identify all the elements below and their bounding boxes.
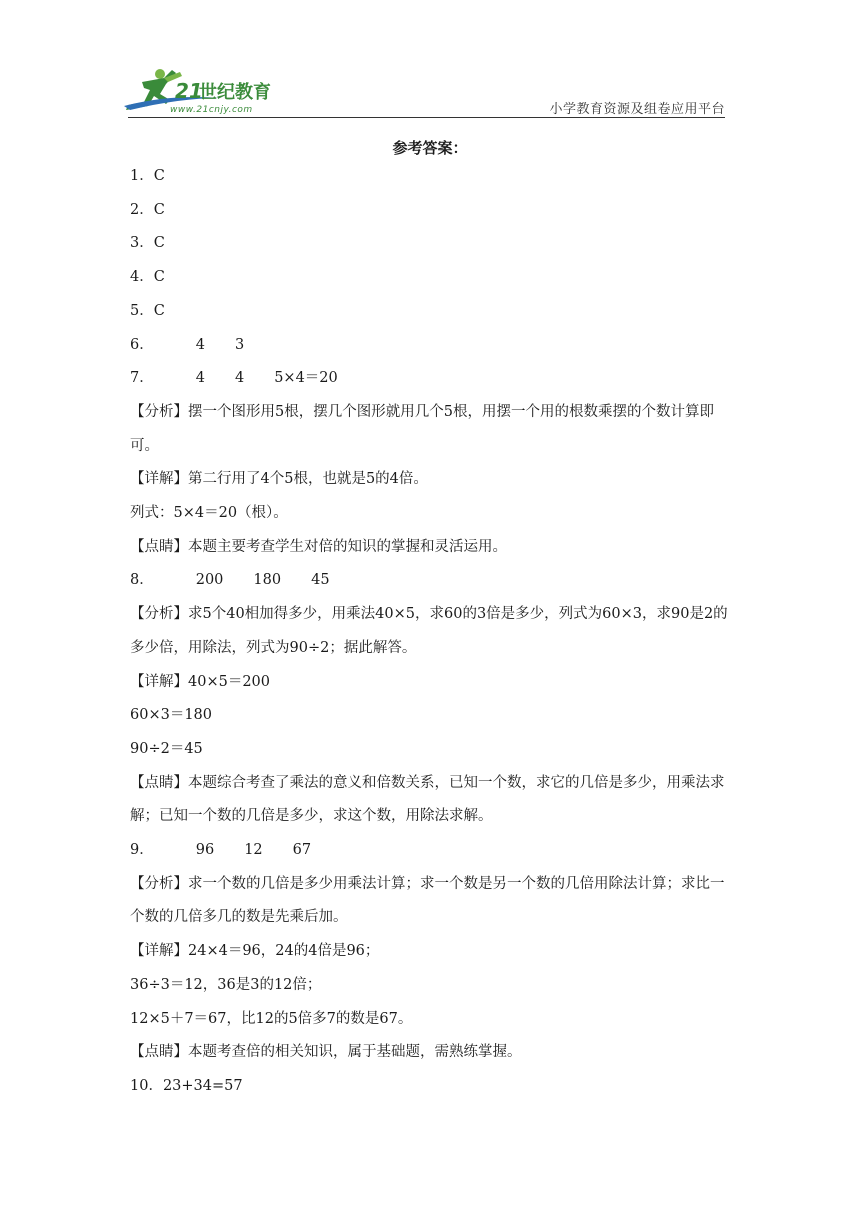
comment-text: 【点睛】本题综合考查了乘法的意义和倍数关系，已知一个数，求它的几倍是多少，用乘法求解；已知一个数的几倍是多少，求这个数，用除法求解。 [130,774,725,825]
answer-item [130,329,730,363]
analysis-text: 【分析】摆一个图形用5根，摆几个图形就用几个5根，用摆一个用的根数乘摆的个数计算即可。 [130,403,714,454]
detail-text: 90÷2＝45 [130,740,203,757]
answer-value: 5×4＝20 [274,370,338,387]
platform-name: 小学教育资源及组卷应用平台 [549,102,725,117]
answer-value: 96 [195,842,215,859]
question-number: 6． [130,336,154,353]
header-divider [128,117,725,118]
answer-item: 5．C [130,302,165,319]
answer-item: 2．C [130,201,165,218]
answer-list [130,160,730,1104]
comment-text: 【点睛】本题考查倍的相关知识，属于基础题，需熟练掌握。 [130,1044,522,1061]
answer-value: 4 [195,336,205,353]
detail-text: 36÷3＝12，36是3的12倍； [130,976,322,993]
answer-item: 1．C [130,168,165,184]
logo [120,60,310,118]
answer-item: 10．23+34=57 [130,1077,243,1094]
answer-value: 4 [195,370,205,387]
answer-value: 4 [234,370,245,387]
answer-item: 4．C [130,269,165,286]
analysis-text: 【分析】求一个数的几倍是多少用乘法计算；求一个数是另一个数的几倍用除法计算；求比一个数的几倍多几的数是先乘后加。 [130,875,725,926]
svg-text:世纪教育: 世纪教育 [199,82,271,103]
answer-value: 45 [311,572,330,589]
answer-value: 12 [244,842,263,859]
answer-value: 180 [253,572,282,589]
svg-text:21: 21 [175,79,203,103]
question-number: 9． [130,842,154,859]
answer-item: 3．C [130,235,165,252]
answer-item [130,362,730,396]
question-number: 7． [130,370,154,387]
detail-text: 60×3＝180 [130,707,213,724]
answer-item [130,834,730,868]
answer-value: 3 [234,336,245,353]
detail-text: 12×5＋7＝67，比12的5倍多7的数是67。 [130,1010,413,1027]
logo-icon [120,60,310,118]
analysis-text: 【分析】求5个40相加得多少，用乘法40×5，求60的3倍是多少，列式为60×3，求90是2的多少倍，用除法，列式为90÷2；据此解答。 [130,606,728,656]
answer-value: 67 [292,842,312,859]
detail-text: 【详解】第二行用了4个5根，也就是5的4倍。 [130,471,428,488]
comment-text: 【点睛】本题主要考查学生对倍的知识的掌握和灵活运用。 [130,538,507,555]
svg-text:www.21cnjy.com: www.21cnjy.com [170,105,253,115]
detail-text: 【详解】24×4＝96，24的4倍是96； [130,943,380,960]
page-title: 参考答案： [392,139,468,157]
answer-item [130,564,730,598]
detail-text: 【详解】40×5＝200 [130,673,271,690]
formula-text: 列式：5×4＝20（根）。 [130,505,288,522]
question-number: 8． [130,572,154,589]
answer-value: 200 [195,572,224,589]
page-header [0,0,860,120]
